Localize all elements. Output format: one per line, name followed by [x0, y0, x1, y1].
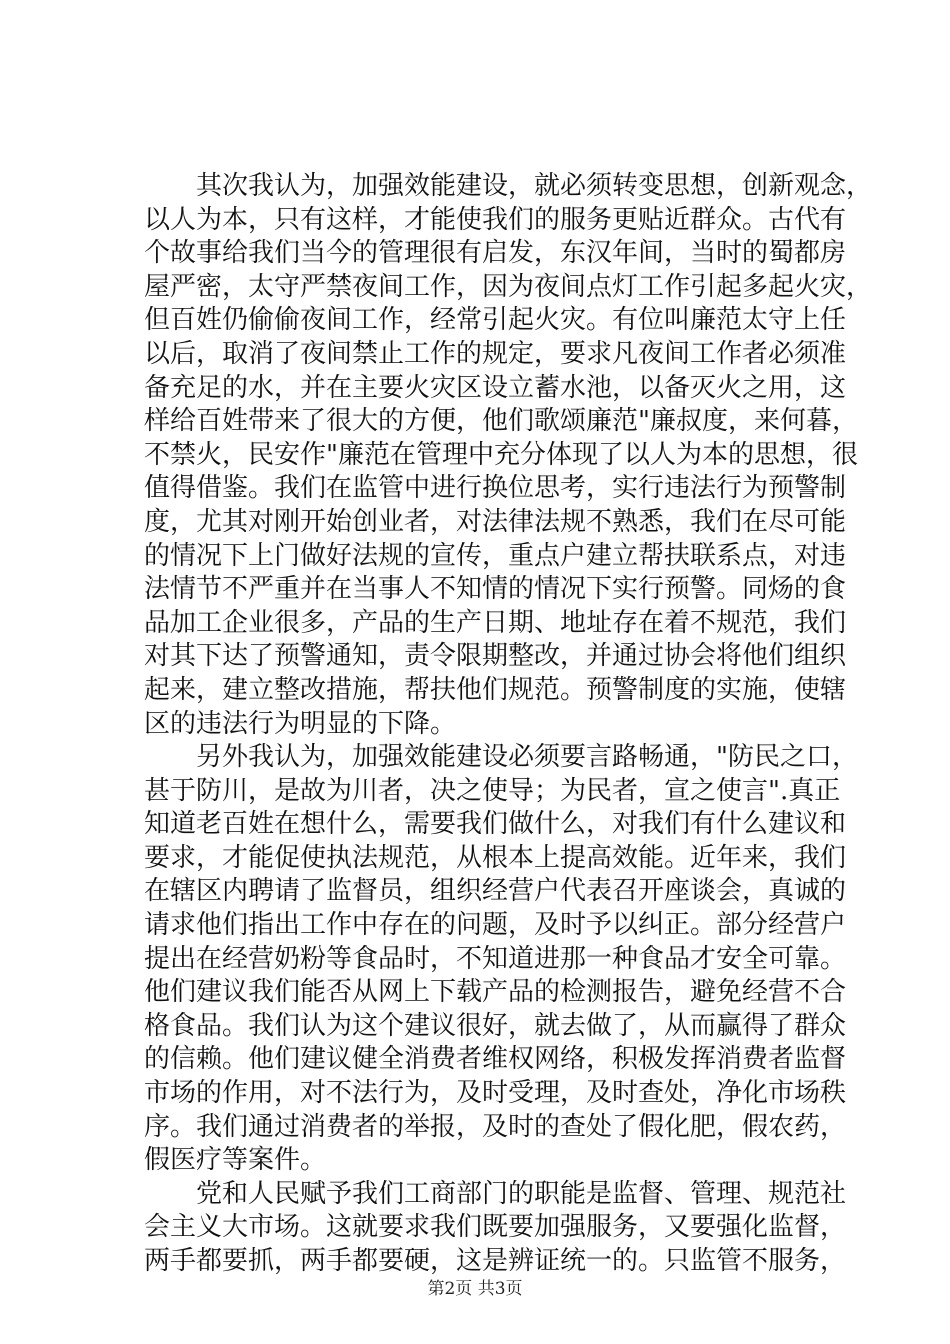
text-line: 备充足的水，并在主要火灾区设立蓄水池，以备灭火之用，这 — [144, 372, 847, 403]
text-line: 个故事给我们当今的管理很有启发，东汉年间，当时的蜀都房 — [144, 238, 847, 269]
text-line: 市场的作用，对不法行为，及时受理，及时查处，净化市场秩 — [144, 1078, 847, 1109]
text-line: 在辖区内聘请了监督员，组织经营户代表召开座谈会，真诚的 — [144, 876, 847, 907]
text-line: 以后，取消了夜间禁止工作的规定，要求凡夜间工作者必须准 — [144, 338, 847, 369]
text-line: 区的违法行为明显的下降。 — [144, 708, 457, 739]
text-line: 以人为本，只有这样，才能使我们的服务更贴近群众。古代有 — [144, 204, 847, 235]
text-line: 知道老百姓在想什么，需要我们做什么，对我们有什么建议和 — [144, 809, 847, 840]
text-line: 另外我认为，加强效能建设必须要言路畅通，"防民之口， — [144, 742, 858, 773]
text-line: 对其下达了预警通知，责令限期整改，并通过协会将他们组织 — [144, 641, 847, 672]
text-line: 品加工企业很多，产品的生产日期、地址存在着不规范，我们 — [144, 607, 847, 638]
text-line: 请求他们指出工作中存在的问题，及时予以纠正。部分经营户 — [144, 910, 847, 941]
body-text — [144, 170, 873, 1279]
text-line: 其次我认为，加强效能建设，就必须转变思想，创新观念， — [144, 171, 873, 201]
text-line: 提出在经营奶粉等食品时，不知道进那一种食品才安全可靠。 — [144, 943, 847, 974]
text-line: 假医疗等案件。 — [144, 1145, 327, 1176]
text-line: 格食品。我们认为这个建议很好，就去做了，从而赢得了群众 — [144, 1010, 847, 1041]
text-line: 的情况下上门做好法规的宣传，重点户建立帮扶联系点，对违 — [144, 540, 847, 571]
text-line: 但百姓仍偷偷夜间工作，经常引起火灾。有位叫廉范太守上任 — [144, 305, 847, 336]
text-line: 党和人民赋予我们工商部门的职能是监督、管理、规范社 — [144, 1178, 847, 1209]
text-line: 屋严密，太守严禁夜间工作，因为夜间点灯工作引起多起火灾， — [144, 271, 873, 302]
text-line: 不禁火，民安作"廉范在管理中充分体现了以人为本的思想，很 — [144, 439, 858, 470]
text-line: 要求，才能促使执法规范，从根本上提高效能。近年来，我们 — [144, 842, 847, 873]
text-line: 他们建议我们能否从网上下载产品的检测报告，避免经营不合 — [144, 977, 847, 1008]
text-line: 样给百姓带来了很大的方便，他们歌颂廉范"廉叔度，来何暮， — [144, 406, 858, 437]
text-line: 会主义大市场。这就要求我们既要加强服务，又要强化监督， — [144, 1212, 847, 1243]
page-footer: 第2页 共3页 — [427, 1279, 523, 1299]
text-line: 度，尤其对刚开始创业者，对法律法规不熟悉，我们在尽可能 — [144, 506, 847, 537]
text-line: 法情节不严重并在当事人不知情的情况下实行预警。同炀的食 — [144, 574, 847, 605]
text-line: 起来，建立整改措施，帮扶他们规范。预警制度的实施，使辖 — [144, 674, 847, 705]
text-line: 值得借鉴。我们在监管中进行换位思考，实行违法行为预警制 — [144, 473, 847, 504]
text-line: 序。我们通过消费者的举报，及时的查处了假化肥，假农药， — [144, 1111, 847, 1142]
text-line: 两手都要抓，两手都要硬，这是辨证统一的。只监管不服务， — [144, 1246, 847, 1276]
text-line: 甚于防川，是故为川者，决之使导；为民者，宣之使言".真正 — [144, 775, 841, 806]
text-line: 的信赖。他们建议健全消费者维权网络，积极发挥消费者监督 — [144, 1044, 847, 1075]
